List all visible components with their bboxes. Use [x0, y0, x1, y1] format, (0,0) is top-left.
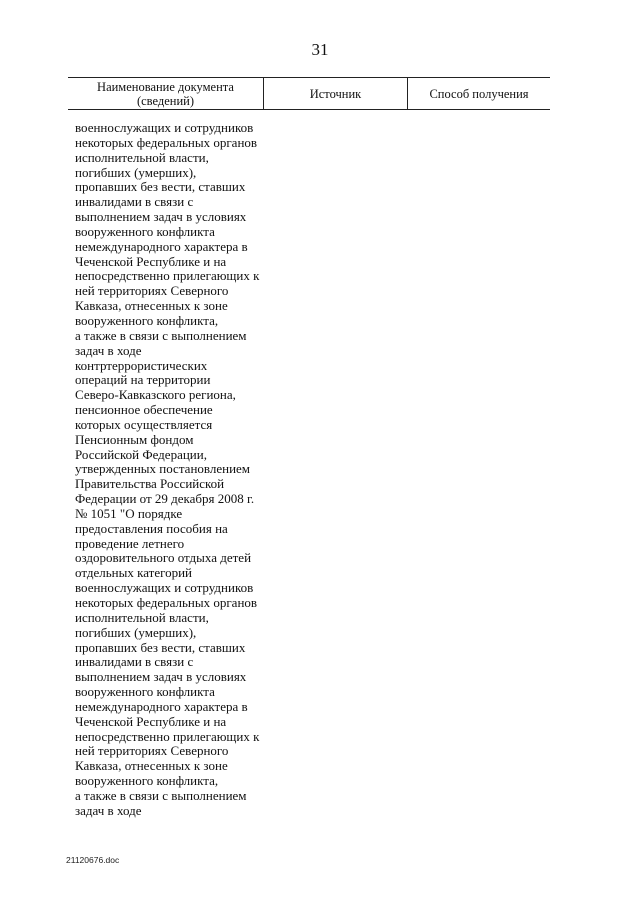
- text-line: операций на территории: [75, 372, 211, 388]
- text-line: контртеррористических: [75, 357, 208, 373]
- text-line: ней территориях Северного: [75, 743, 229, 759]
- table-header: [68, 77, 550, 110]
- text-line: погибших (умерших),: [75, 624, 197, 640]
- text-line: исполнительной власти,: [75, 609, 209, 625]
- text-line: вооруженного конфликта,: [75, 312, 219, 328]
- text-line: непосредственно прилегающих к: [75, 728, 260, 744]
- text-line: Кавказа, отнесенных к зоне: [75, 298, 228, 314]
- text-line: которых осуществляется: [75, 416, 213, 432]
- text-line: а также в связи с выполнением: [75, 327, 247, 343]
- text-line: задач в ходе: [75, 342, 142, 358]
- text-line: вооруженного конфликта: [75, 684, 215, 700]
- text-line: пропавших без вести, ставших: [75, 639, 246, 655]
- text-line: погибших (умерших),: [75, 164, 197, 180]
- text-line: пенсионное обеспечение: [75, 402, 213, 418]
- text-line: инвалидами в связи с: [75, 194, 194, 210]
- text-line: Чеченской Республике и на: [75, 253, 227, 269]
- footer-doc-code: 21120676.doc: [66, 855, 120, 865]
- text-line: № 1051 "О порядке: [75, 505, 183, 521]
- text-line: проведение летнего: [75, 535, 185, 551]
- text-line: некоторых федеральных органов: [75, 595, 258, 610]
- text-line: военнослужащих и сотрудников: [75, 120, 254, 135]
- text-line: Кавказа, отнесенных к зоне: [75, 758, 228, 774]
- text-line: Правительства Российской: [75, 476, 225, 492]
- text-line: Федерации от 29 декабря 2008 г.: [75, 491, 255, 507]
- text-line: предоставления пособия на: [75, 520, 228, 536]
- text-line: оздоровительного отдыха детей: [75, 550, 252, 566]
- text-line: а также в связи с выполнением: [75, 787, 247, 803]
- text-line: немеждународного характера в: [75, 698, 248, 714]
- document-body-text: [75, 121, 275, 819]
- text-line: отдельных категорий: [75, 565, 193, 581]
- header-cell-method: Способ получения: [429, 86, 529, 101]
- page-number: 31: [311, 40, 329, 59]
- header-cell-document-name: Наименование документа (сведений): [68, 78, 264, 109]
- text-line: выполнением задач в условиях: [75, 669, 247, 685]
- text-line: ней территориях Северного: [75, 283, 229, 299]
- text-line: Пенсионным фондом: [75, 431, 194, 447]
- text-line: вооруженного конфликта: [75, 223, 215, 239]
- text-line: вооруженного конфликта,: [75, 773, 219, 789]
- text-line: утвержденных постановлением: [75, 461, 251, 477]
- text-line: немеждународного характера в: [75, 238, 248, 254]
- text-line: исполнительной власти,: [75, 149, 209, 165]
- text-line: некоторых федеральных органов: [75, 134, 258, 150]
- text-line: Чеченской Республике и на: [75, 713, 227, 729]
- text-line: Северо-Кавказского региона,: [75, 387, 236, 403]
- text-line: пропавших без вести, ставших: [75, 179, 246, 195]
- text-line: военнослужащих и сотрудников: [75, 580, 254, 596]
- text-line: инвалидами в связи с: [75, 654, 194, 670]
- text-line: выполнением задач в условиях: [75, 209, 247, 225]
- text-line: задач в ходе: [75, 802, 142, 818]
- text-line: непосредственно прилегающих к: [75, 268, 260, 284]
- text-line: Российской Федерации,: [75, 446, 207, 462]
- header-cell-source: Источник: [264, 78, 408, 109]
